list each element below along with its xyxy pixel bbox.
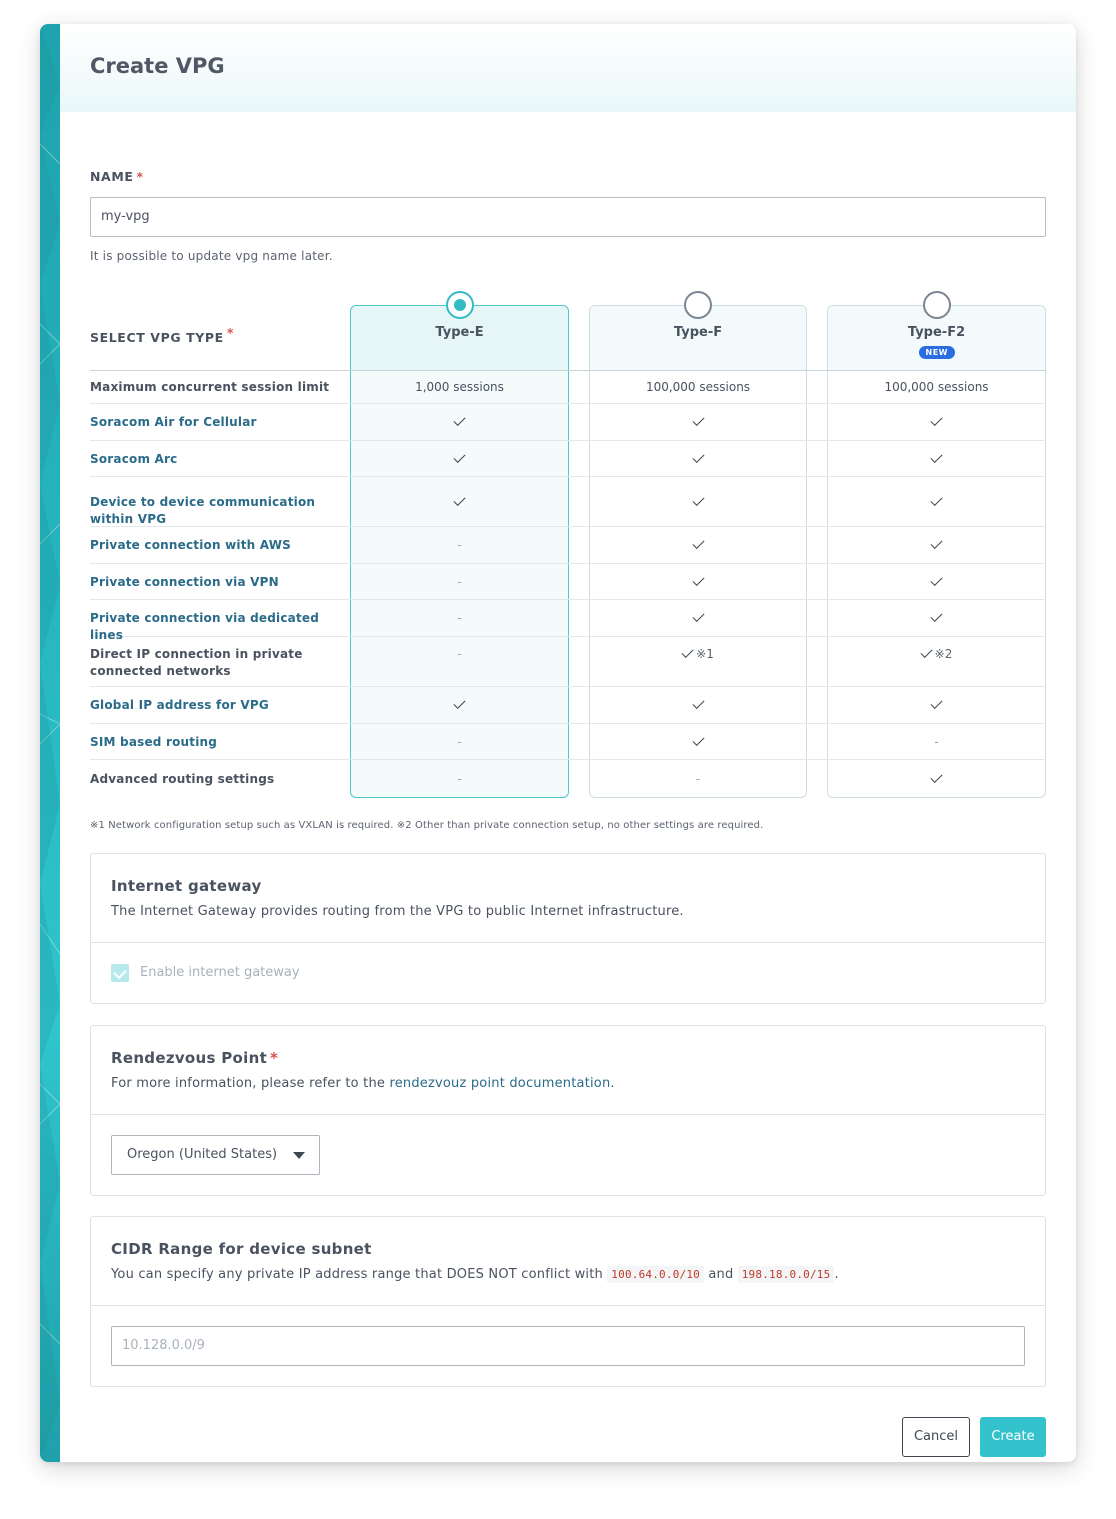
internet-gateway-panel — [90, 853, 1046, 1004]
footnote-mark: ※2 — [934, 647, 953, 661]
table-row-label: SIM based routing — [90, 735, 218, 749]
cidr-input[interactable]: 10.128.0.0/9 — [111, 1326, 1025, 1366]
table-cell — [827, 414, 1046, 431]
vpg-type-title: Type-F — [673, 325, 723, 340]
table-row-divider — [90, 599, 1046, 600]
table-cell — [589, 414, 807, 431]
dialog-header — [60, 24, 1076, 112]
check-icon — [920, 646, 932, 658]
check-icon — [930, 414, 942, 426]
footnote-mark: ※1 — [696, 647, 714, 661]
check-icon — [930, 494, 942, 506]
table-row-label: Soracom Air for Cellular — [90, 415, 257, 429]
table-cell — [589, 451, 807, 468]
check-icon — [930, 574, 942, 586]
vpg-type-title: Type-E — [435, 325, 484, 340]
create-button[interactable]: Create — [980, 1417, 1046, 1457]
table-cell — [827, 771, 1046, 788]
table-cell — [589, 574, 807, 591]
table-cell: 100,000 sessions — [884, 380, 989, 394]
name-label — [90, 169, 144, 184]
rendezvous-selected-value: Oregon (United States) — [127, 1147, 278, 1162]
table-cell — [827, 697, 1046, 714]
table-row-divider — [90, 440, 1046, 441]
vpg-footnote: ※1 Network configuration setup such as VXLAN is required. ※2 Other than private connection setup, no other settings are required. — [90, 820, 764, 831]
name-label-text: NAME — [90, 169, 134, 184]
name-help-text: It is possible to update vpg name later. — [90, 249, 333, 263]
create-vpg-dialog — [40, 24, 1076, 1462]
table-row-label: Device to device communication within VPG — [90, 495, 316, 526]
vpg-type-radio-type-e[interactable] — [446, 291, 474, 319]
table-cell: - — [457, 575, 462, 589]
vpg-type-radio-type-f2[interactable] — [923, 291, 951, 319]
dialog-title: Create VPG — [90, 54, 225, 78]
cidr-panel — [90, 1216, 1046, 1387]
table-cell: - — [457, 735, 462, 749]
table-cell — [827, 610, 1046, 627]
table-cell — [350, 697, 569, 714]
table-cell — [827, 574, 1046, 591]
table-cell — [350, 414, 569, 431]
table-cell — [589, 646, 807, 663]
name-input[interactable]: my-vpg — [90, 197, 1046, 237]
table-cell: - — [457, 647, 462, 661]
check-icon — [682, 646, 694, 658]
check-icon — [692, 734, 704, 746]
check-icon — [692, 494, 704, 506]
table-cell: - — [695, 772, 701, 786]
vpg-type-label — [90, 325, 234, 345]
chevron-down-icon — [293, 1152, 305, 1159]
table-row-label: Maximum concurrent session limit — [90, 380, 330, 394]
table-row-divider — [90, 723, 1046, 724]
table-row-label: Advanced routing settings — [90, 772, 275, 786]
check-icon — [453, 494, 465, 506]
table-cell — [827, 451, 1046, 468]
check-icon — [692, 537, 704, 549]
new-badge: NEW — [919, 346, 955, 359]
internet-gateway-checkbox-label[interactable]: Enable internet gateway — [140, 965, 300, 980]
table-row-divider — [90, 686, 1046, 687]
check-icon — [692, 451, 704, 463]
table-cell — [589, 697, 807, 714]
table-cell — [827, 646, 1046, 663]
required-mark: * — [270, 1049, 279, 1067]
table-cell — [827, 494, 1046, 511]
table-row-label: Soracom Arc — [90, 452, 178, 466]
table-row-label: Private connection with AWS — [90, 538, 291, 552]
check-icon — [692, 414, 704, 426]
table-cell — [589, 494, 807, 511]
rendezvous-select[interactable] — [111, 1135, 320, 1175]
rendezvous-desc-suffix: . — [610, 1076, 615, 1091]
cidr-code-1: 100.64.0.0/10 — [607, 1266, 704, 1283]
table-row-divider — [90, 759, 1046, 760]
table-cell: 1,000 sessions — [415, 380, 504, 394]
rendezvous-doc-link[interactable]: rendezvouz point documentation — [389, 1076, 611, 1091]
divider — [91, 942, 1045, 943]
cidr-code-2: 198.18.0.0/15 — [738, 1266, 835, 1283]
table-cell — [589, 537, 807, 554]
rendezvous-panel — [90, 1025, 1046, 1196]
check-icon — [453, 697, 465, 709]
internet-gateway-description: The Internet Gateway provides routing from the VPG to public Internet infrastructure. — [111, 904, 684, 919]
divider — [91, 1114, 1045, 1115]
divider — [91, 1305, 1045, 1306]
cidr-desc-mid: and — [704, 1267, 738, 1282]
cancel-button[interactable]: Cancel — [902, 1417, 970, 1457]
table-row-label: Private connection via dedicated lines — [90, 611, 320, 642]
check-icon — [453, 414, 465, 426]
vpg-type-title: Type-F2 — [907, 325, 966, 340]
rendezvous-desc-prefix: For more information, please refer to the — [111, 1076, 390, 1091]
internet-gateway-title: Internet gateway — [111, 877, 262, 895]
table-cell — [827, 537, 1046, 554]
decorative-stripe — [40, 24, 60, 1462]
table-row-label: Global IP address for VPG — [90, 698, 269, 712]
check-icon — [930, 537, 942, 549]
table-cell: - — [457, 772, 462, 786]
check-icon — [930, 771, 942, 783]
vpg-type-radio-type-f[interactable] — [684, 291, 712, 319]
cidr-title: CIDR Range for device subnet — [111, 1240, 372, 1258]
table-row-divider — [90, 563, 1046, 564]
table-cell — [589, 734, 807, 751]
vpg-type-label-text: SELECT VPG TYPE — [90, 330, 224, 345]
check-icon — [930, 610, 942, 622]
required-mark: * — [226, 325, 234, 340]
cidr-description — [111, 1267, 839, 1282]
check-icon — [692, 574, 704, 586]
rendezvous-title-text: Rendezvous Point — [111, 1049, 268, 1067]
rendezvous-description — [111, 1076, 615, 1091]
table-row-divider — [90, 476, 1046, 477]
table-cell — [350, 451, 569, 468]
table-header-divider — [90, 370, 1046, 371]
check-icon — [930, 697, 942, 709]
table-cell — [589, 610, 807, 627]
table-row-label: Direct IP connection in private connected networks — [90, 647, 303, 678]
internet-gateway-checkbox[interactable] — [111, 964, 129, 982]
table-cell: - — [457, 538, 462, 552]
table-row-divider — [90, 403, 1046, 404]
cidr-desc-suffix: . — [834, 1267, 839, 1282]
cidr-desc-prefix: You can specify any private IP address range that DOES NOT conflict with — [111, 1267, 608, 1282]
table-cell — [350, 494, 569, 511]
table-cell: 100,000 sessions — [645, 380, 751, 394]
check-icon — [930, 451, 942, 463]
check-icon — [692, 610, 704, 622]
table-cell: - — [934, 735, 939, 749]
check-icon — [692, 697, 704, 709]
check-icon — [453, 451, 465, 463]
table-cell: - — [457, 611, 462, 625]
rendezvous-title — [111, 1049, 278, 1067]
table-row-label: Private connection via VPN — [90, 575, 279, 589]
required-mark: * — [136, 169, 144, 184]
